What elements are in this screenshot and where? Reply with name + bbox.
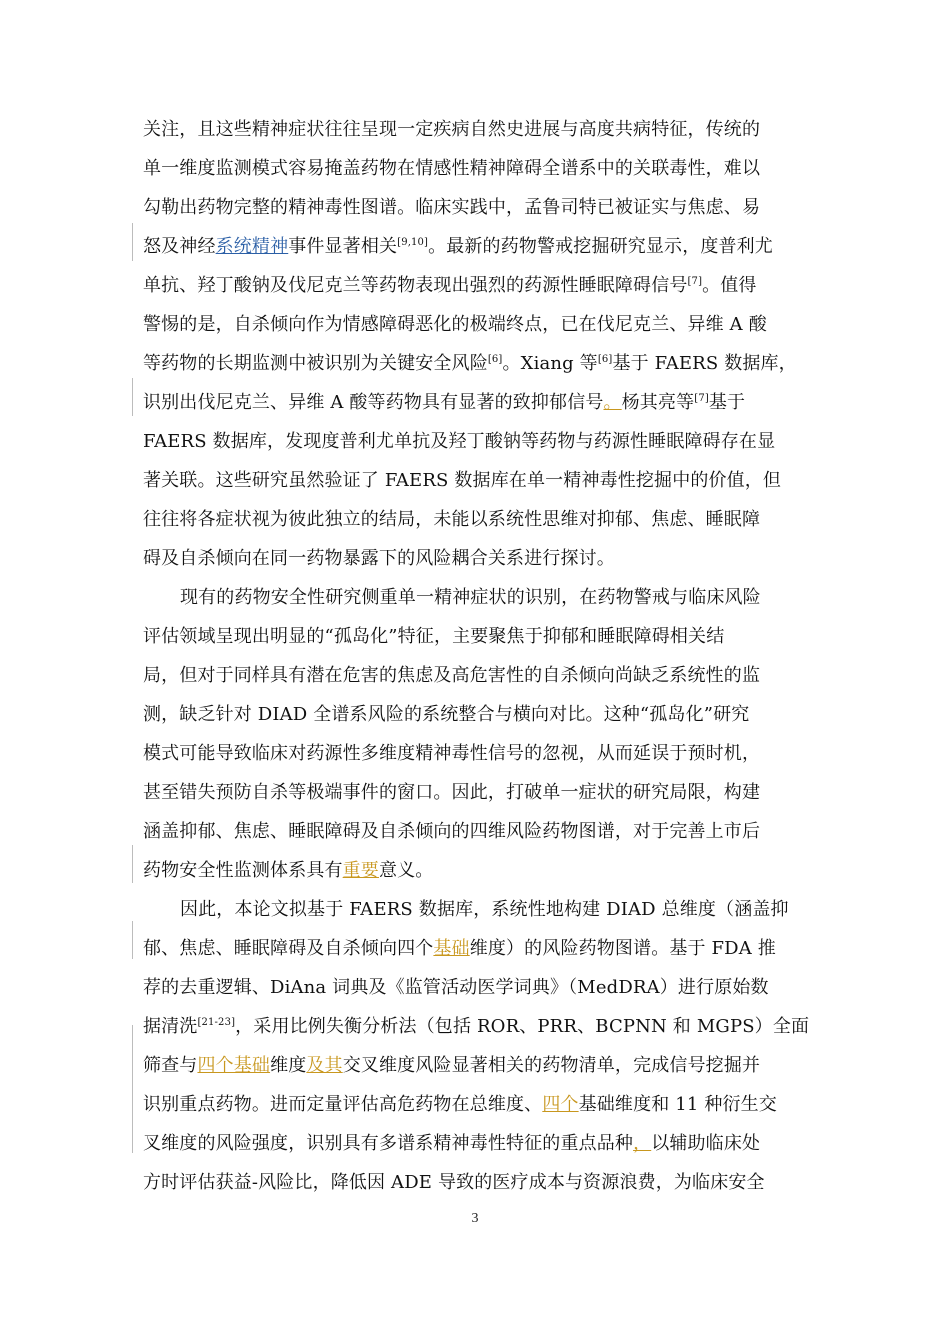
change-bar (132, 378, 133, 416)
text-line (143, 1007, 810, 1046)
text-line (143, 851, 807, 890)
revision-mark: 四个 (542, 1094, 579, 1115)
text-run: 基于 FAERS 数据库， (612, 353, 797, 374)
text-line: 测，缺乏针对 DIAD 全谱系风险的系统整合与横向对比。这种“孤岛化”研究 (143, 704, 750, 725)
citation: [7] (694, 393, 709, 404)
change-bar (132, 845, 133, 883)
revision-mark: 及其 (306, 1055, 343, 1076)
text-line (143, 1124, 807, 1163)
revision-mark: ， (633, 1133, 652, 1154)
text-run: 事件显著相关 (288, 236, 398, 257)
text-line (143, 383, 807, 422)
text-line: 碍及自杀倾向在同一药物暴露下的风险耦合关系进行探讨。 (143, 548, 615, 569)
text-line (143, 1085, 807, 1124)
text-run: 识别出伐尼克兰、异维 A 酸等药物具有显著的致抑郁信号 (143, 392, 604, 413)
text-line: 勾勒出药物完整的精神毒性图谱。临床实践中，孟鲁司特已被证实与焦虑、易 (143, 197, 761, 218)
revision-mark: 系统 (215, 236, 252, 257)
citation: [9,10] (397, 237, 429, 248)
text-line: 往往将各症状视为彼此独立的结局，未能以系统性思维对抑郁、焦虑、睡眠障 (143, 509, 761, 530)
text-run: 。最新的药物警戒挖掘研究显示，度普利尤 (428, 236, 773, 257)
text-run: 杨其亮等 (621, 392, 695, 413)
text-line: 关注，且这些精神症状往往呈现一定疾病自然史进展与高度共病特征，传统的 (143, 119, 761, 140)
change-bar (132, 921, 133, 959)
text-line (143, 929, 807, 968)
text-line: 甚至错失预防自杀等极端事件的窗口。因此，打破单一症状的研究局限，构建 (143, 782, 761, 803)
text-line (143, 266, 807, 305)
revision-mark: 。 (603, 392, 622, 413)
revision-mark: 基础 (433, 938, 470, 959)
text-run: 识别重点药物。进而定量评估高危药物在总维度、 (143, 1094, 543, 1115)
text-line (143, 1046, 807, 1085)
text-run: 单抗、羟丁酸钠及伐尼克兰等药物表现出强烈的药源性睡眠障碍信号 (143, 275, 688, 296)
citation: [6] (597, 354, 613, 365)
change-bar (132, 223, 133, 261)
text-line: 评估领域呈现出明显的“孤岛化”特征，主要聚焦于抑郁和睡眠障碍相关结 (143, 626, 725, 647)
text-line: 现有的药物安全性研究侧重单一精神症状的识别，在药物警戒与临床风险 (180, 587, 761, 608)
revision-mark: 精神 (251, 236, 289, 257)
text-line (143, 344, 807, 383)
citation: [21-23] (197, 1017, 236, 1028)
text-line: 因此，本论文拟基于 FAERS 数据库，系统性地构建 DIAD 总维度（涵盖抑 (180, 899, 789, 920)
citation: [6] (487, 354, 503, 365)
text-run: 维度）的风险药物图谱。基于 FDA 推 (469, 938, 776, 959)
text-line: 警惕的是，自杀倾向作为情感障碍恶化的极端终点，已在伐尼克兰、异维 A 酸 (143, 314, 767, 335)
text-line: 单一维度监测模式容易掩盖药物在情感性精神障碍全谱系中的关联毒性，难以 (143, 158, 761, 179)
revision-mark: 四个基础 (197, 1055, 271, 1076)
text-run: 维度 (270, 1055, 307, 1076)
revision-mark: 重要 (342, 860, 379, 881)
text-line: 荐的去重逻辑、DiAna 词典及《监管活动医学词典》（MedDRA）进行原始数 (143, 977, 769, 998)
text-run: 等药物的长期监测中被识别为关键安全风险 (143, 353, 488, 374)
text-run: 据清洗 (143, 1016, 198, 1037)
text-run: 基于 (708, 392, 746, 413)
text-run: 。值得 (702, 275, 757, 296)
text-line: FAERS 数据库，发现度普利尤单抗及羟丁酸钠等药物与药源性睡眠障碍存在显 (143, 431, 776, 452)
change-bar (132, 1025, 133, 1153)
text-run: 。Xiang 等 (502, 353, 598, 374)
text-line: 方时评估获益-风险比，降低因 ADE 导致的医疗成本与资源浪费，为临床安全 (143, 1172, 765, 1193)
citation: [7] (687, 276, 703, 287)
text-line: 涵盖抑郁、焦虑、睡眠障碍及自杀倾向的四维风险药物图谱，对于完善上市后 (143, 821, 761, 842)
text-line: 著关联。这些研究虽然验证了 FAERS 数据库在单一精神毒性挖掘中的价值，但 (143, 470, 782, 491)
text-line (143, 227, 807, 266)
text-run: 叉维度的风险强度，识别具有多谱系精神毒性特征的重点品种 (143, 1133, 634, 1154)
text-line: 局，但对于同样具有潜在危害的焦虑及高危害性的自杀倾向尚缺乏系统性的监 (143, 665, 761, 686)
text-run: 郁、焦虑、睡眠障碍及自杀倾向四个 (143, 938, 434, 959)
text-run: 基础维度和 11 种衍生交 (578, 1094, 777, 1115)
page-number: 3 (471, 1211, 479, 1226)
text-run: 意义。 (378, 860, 434, 881)
text-run: 怒及神经 (143, 236, 216, 257)
text-line: 模式可能导致临床对药源性多维度精神毒性信号的忽视，从而延误于预时机， (143, 743, 761, 764)
text-run: 药物安全性监测体系具有 (143, 860, 343, 881)
text-run: ，采用比例失衡分析法（包括 ROR、PRR、BCPNN 和 MGPS）全面 (235, 1016, 810, 1037)
text-run: 筛查与 (143, 1055, 198, 1076)
text-run: 以辅助临床处 (651, 1133, 761, 1154)
text-run: 交叉维度风险显著相关的药物清单，完成信号挖掘并 (342, 1055, 761, 1076)
